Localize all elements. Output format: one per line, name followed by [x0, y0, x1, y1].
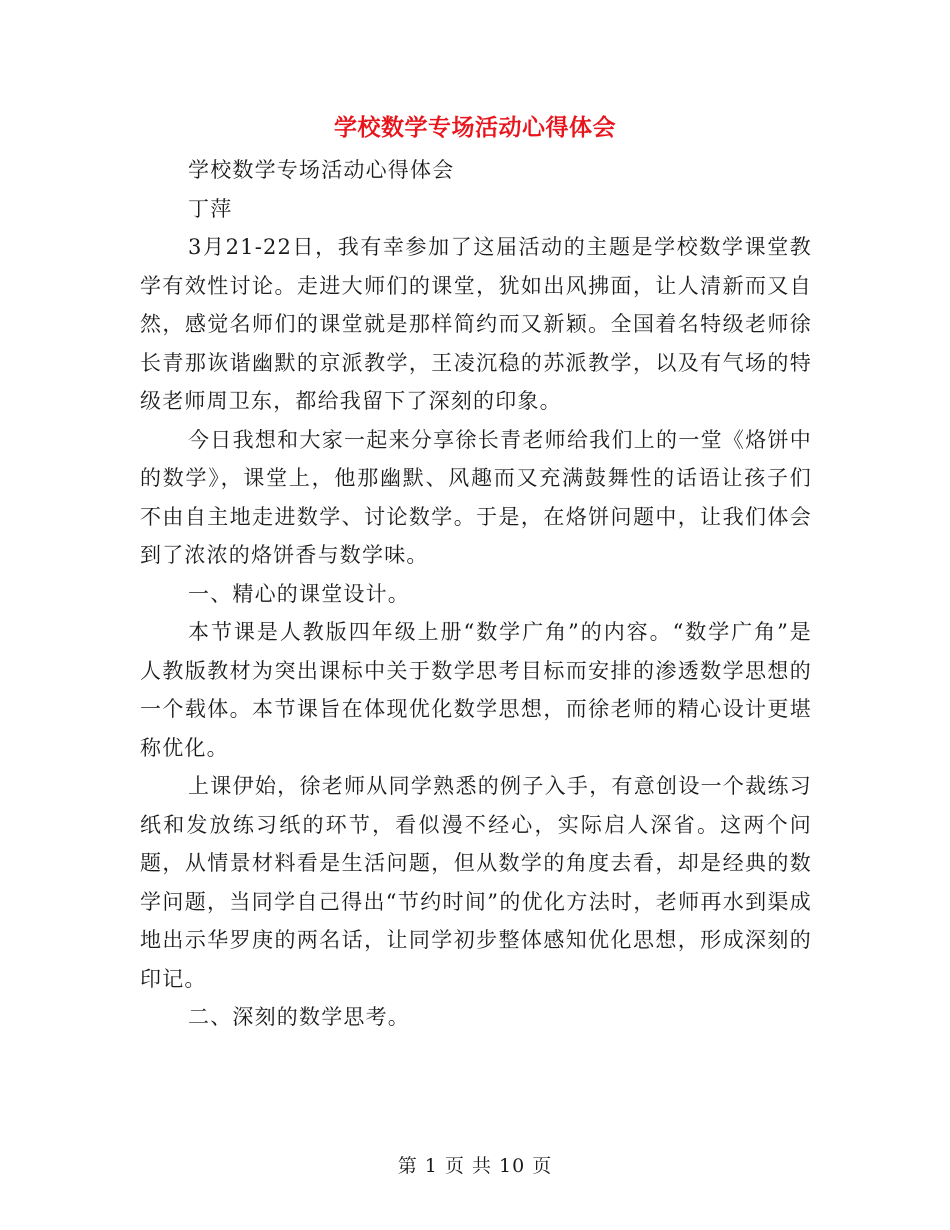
page-label-prefix: 第	[397, 1155, 418, 1177]
document-body	[140, 151, 812, 1037]
author-paragraph: 丁萍	[188, 196, 233, 221]
body-paragraph: 本节课是人教版四年级上册“数学广角”的内容。“数学广角”是人教版教材为突出课标中关于数学思考目标而安排的渗透数学思想的一个载体。本节课旨在体现优化数学思想，而徐老师的精心设计更堪称优化。	[140, 620, 812, 760]
page-number-footer	[0, 1152, 950, 1180]
section-heading: 二、深刻的数学思考。	[188, 1005, 410, 1029]
page-current: 1	[424, 1155, 438, 1177]
page-label-mid: 页 共	[444, 1155, 492, 1177]
body-paragraph: 今日我想和大家一起来分享徐长青老师给我们上的一堂《烙饼中的数学》，课堂上，他那幽默、风趣而又充满鼓舞性的话语让孩子们不由自主地走进数学、讨论数学。于是，在烙饼问题中，让我们体会到了浓浓的烙饼香与数学味。	[140, 427, 812, 567]
page-label-suffix: 页	[532, 1155, 553, 1177]
body-paragraph: 上课伊始，徐老师从同学熟悉的例子入手，有意创设一个裁练习纸和发放练习纸的环节，看似漫不经心，实际启人深省。这两个问题，从情景材料看是生活问题，但从数学的角度去看，却是经典的数学问题，当同学自己得出“节约时间”的优化方法时，老师再水到渠成地出示华罗庚的两名话，让同学初步整体感知优化思想，形成深刻的印记。	[140, 774, 812, 991]
body-paragraph: 3月21-22日，我有幸参加了这届活动的主题是学校数学课堂教学有效性讨论。走进大师们的课堂，犹如出风拂面，让人清新而又自然，感觉名师们的课堂就是那样简约而又新颖。全国着名特级老师徐长青那诙谐幽默的京派教学，王凌沉稳的苏派教学，以及有气场的特级老师周卫东，都给我留下了深刻的印象。	[140, 235, 812, 413]
page-total: 10	[499, 1155, 526, 1177]
section-heading: 一、精心的课堂设计。	[188, 581, 410, 606]
document-title: 学校数学专场活动心得体会	[334, 114, 616, 141]
subtitle-paragraph: 学校数学专场活动心得体会	[188, 158, 455, 182]
